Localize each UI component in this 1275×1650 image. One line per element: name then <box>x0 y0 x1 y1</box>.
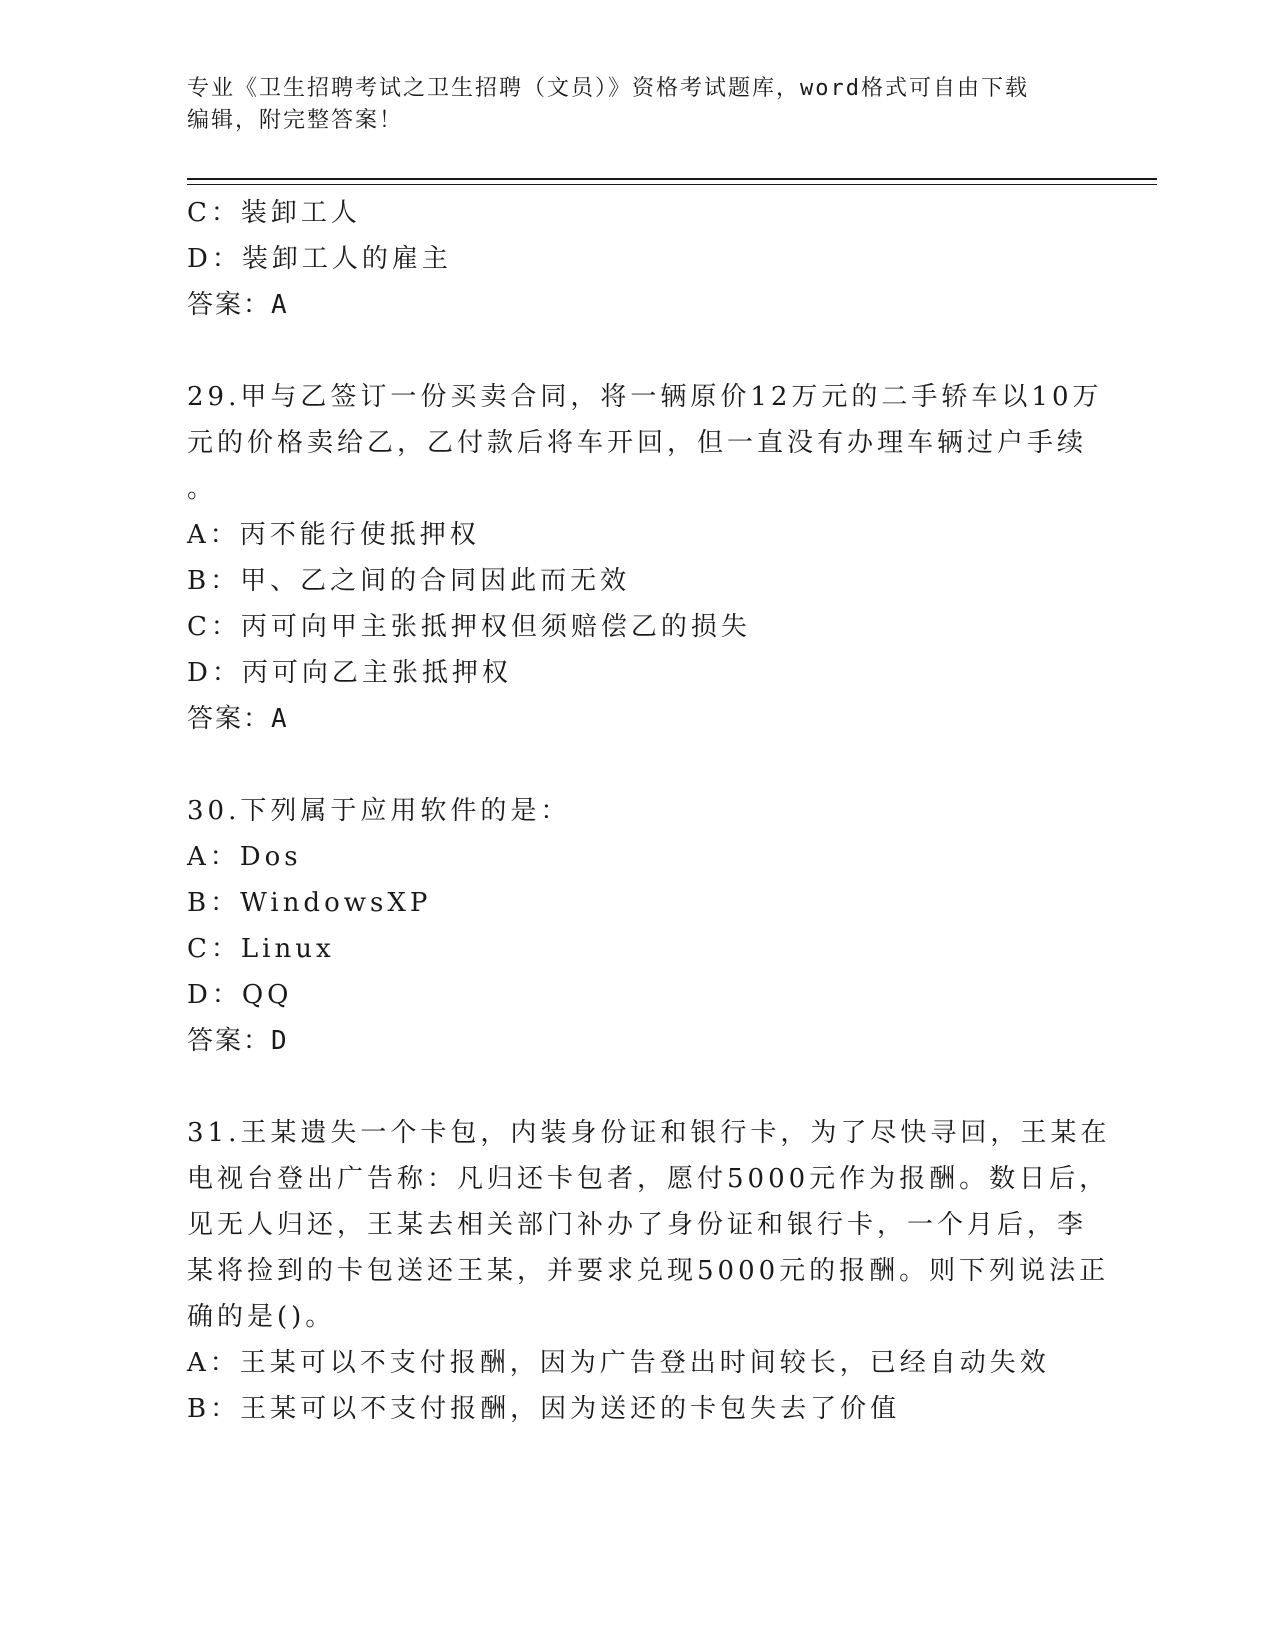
option-d: D：QQ <box>187 980 293 1010</box>
document-header <box>187 73 1087 137</box>
header-line-2: 编辑，附完整答案！ <box>187 108 404 133</box>
spacer <box>187 742 1087 788</box>
option-b: B：WindowsXP <box>187 888 432 918</box>
header-divider-thick <box>187 178 1157 180</box>
option-d: D：丙可向乙主张抵押权 <box>187 658 512 688</box>
question-stem-line: 某将捡到的卡包送还王某，并要求兑现5000元的报酬。则下列说法正 <box>187 1256 1110 1286</box>
question-stem-line: 30.下列属于应用软件的是： <box>187 796 571 826</box>
answer: 答案：A <box>187 290 289 320</box>
question-list <box>187 190 1111 1432</box>
question-stem-line: 见无人归还，王某去相关部门补办了身份证和银行卡，一个月后，李 <box>187 1210 1088 1240</box>
question-28-tail <box>187 190 1087 328</box>
option-c: C：Linux <box>187 934 335 964</box>
spacer <box>187 328 1087 374</box>
header-divider-thin <box>187 184 1157 185</box>
question-stem-line: 电视台登出广告称：凡归还卡包者，愿付5000元作为报酬。数日后， <box>187 1164 1110 1194</box>
question-31 <box>187 1110 1111 1432</box>
answer: 答案：D <box>187 1026 289 1056</box>
question-30 <box>187 788 1087 1064</box>
option-b: B：王某可以不支付报酬，因为送还的卡包失去了价值 <box>187 1394 901 1424</box>
spacer <box>187 1064 1087 1110</box>
option-c: C：丙可向甲主张抵押权但须赔偿乙的损失 <box>187 612 751 642</box>
option-a: A：王某可以不支付报酬，因为广告登出时间较长，已经自动失效 <box>187 1348 1050 1378</box>
header-line-1: 专业《卫生招聘考试之卫生招聘（文员）》资格考试题库，word格式可自由下载 <box>187 76 1029 101</box>
question-stem-line: 31.王某遗失一个卡包，内装身份证和银行卡，为了尽快寻回，王某在 <box>187 1118 1111 1148</box>
option-a: A：丙不能行使抵押权 <box>187 520 480 550</box>
option-c: C：装卸工人 <box>187 198 361 228</box>
question-29 <box>187 374 1103 742</box>
question-stem-line: 元的价格卖给乙，乙付款后将车开回，但一直没有办理车辆过户手续 <box>187 428 1088 458</box>
question-stem-line: 确的是()。 <box>187 1302 336 1332</box>
option-b: B：甲、乙之间的合同因此而无效 <box>187 566 631 596</box>
option-d: D：装卸工人的雇主 <box>187 244 452 274</box>
question-stem-line: 29.甲与乙签订一份买卖合同，将一辆原价12万元的二手轿车以10万 <box>187 382 1103 412</box>
question-stem-line: 。 <box>187 474 218 504</box>
answer: 答案：A <box>187 704 289 734</box>
option-a: A：Dos <box>187 842 302 872</box>
